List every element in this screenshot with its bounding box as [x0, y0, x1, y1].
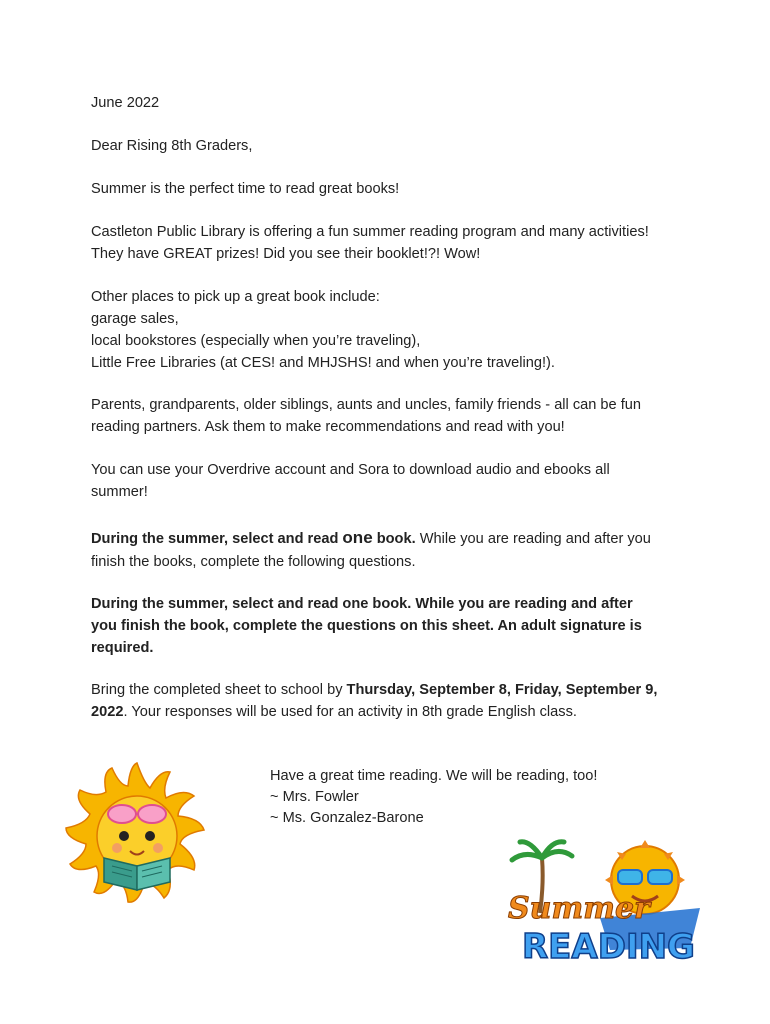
library-line-2: They have GREAT prizes! Did you see their booklet!?! Wow!: [91, 246, 481, 262]
partners-line-1: Parents, grandparents, older siblings, aunts and uncles, family friends - all can be fun: [91, 397, 642, 413]
signature-gonzalez-barone: ~ Ms. Gonzalez-Barone: [270, 810, 424, 826]
bring-line-1: [91, 679, 657, 701]
letter-greeting: Dear Rising 8th Graders,: [91, 138, 253, 154]
bring-dates: Thursday, September 8, Friday, September 9,: [346, 682, 658, 698]
select-bold-b: book.: [372, 531, 416, 547]
letter-date: June 2022: [91, 95, 160, 111]
select-rest: While you are reading and after you: [415, 531, 651, 547]
select-paragraph-line-1: [91, 527, 651, 550]
logo-word-summer: Summer: [508, 891, 650, 926]
bring-rest: . Your responses will be used for an activity in 8th grade English class.: [123, 704, 577, 720]
partners-line-2: reading partners. Ask them to make recommendations and read with you!: [91, 419, 565, 435]
library-line-1: Castleton Public Library is offering a fun summer reading program and many activities!: [91, 224, 649, 240]
bold-paragraph-line: During the summer, select and read one book. While you are reading and after: [91, 596, 633, 612]
bold-paragraph-line: you finish the book, complete the questions on this sheet. An adult signature is: [91, 618, 642, 634]
overdrive-line-2: summer!: [91, 484, 148, 500]
bring-line-2: [91, 701, 577, 723]
summer-reading-logo: [500, 838, 710, 968]
reading-sun-clipart: [62, 758, 212, 908]
closing-line: Have a great time reading. We will be reading, too!: [270, 768, 598, 784]
bring-text: Bring the completed sheet to school by: [91, 682, 347, 698]
intro-line: Summer is the perfect time to read great books!: [91, 181, 400, 197]
signature-fowler: ~ Mrs. Fowler: [270, 789, 359, 805]
select-one: one: [342, 528, 373, 547]
select-bold-a: During the summer, select and read: [91, 531, 343, 547]
bring-year: 2022: [91, 704, 124, 720]
places-heading: Other places to pick up a great book include:: [91, 289, 380, 305]
bold-paragraph-line: required.: [91, 640, 154, 656]
places-item: Little Free Libraries (at CES! and MHJSHS! and when you’re traveling!).: [91, 355, 555, 371]
places-item: local bookstores (especially when you’re traveling),: [91, 333, 421, 349]
select-paragraph-line-2: finish the books, complete the following questions.: [91, 554, 416, 570]
places-item: garage sales,: [91, 311, 179, 327]
logo-word-reading: READING: [522, 927, 695, 967]
overdrive-line-1: You can use your Overdrive account and Sora to download audio and ebooks all: [91, 462, 610, 478]
